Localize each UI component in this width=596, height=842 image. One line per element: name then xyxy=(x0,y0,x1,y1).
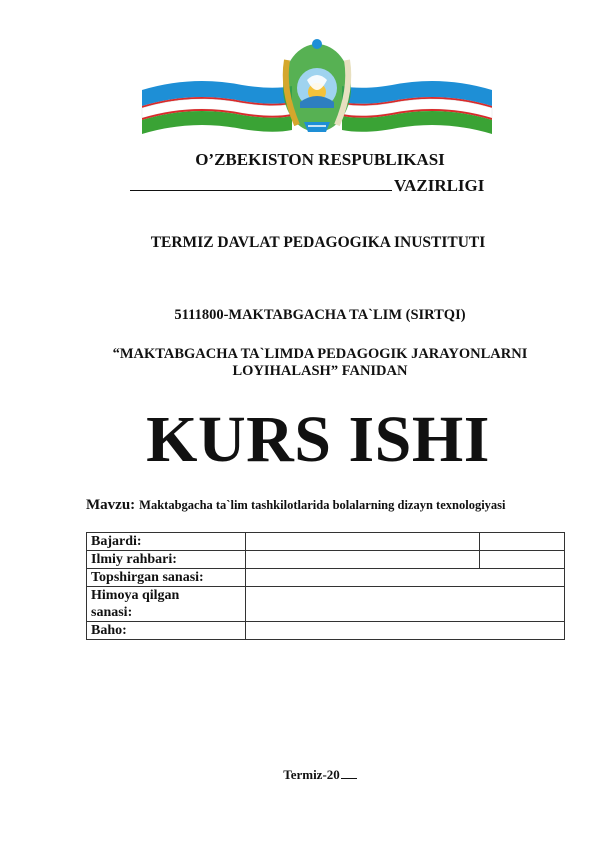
document-title: KURS ISHI xyxy=(146,403,490,476)
topic-label: Mavzu: xyxy=(86,497,136,513)
table-row xyxy=(87,587,565,622)
institute-name: TERMIZ DAVLAT PEDAGOGIKA INUSTITUTI xyxy=(150,234,486,251)
topic-value: Maktabgacha ta`lim tashkilotlarida bolalarning dizayn texnologiyasi xyxy=(139,498,506,512)
bajardi-label: Bajardi: xyxy=(87,533,246,551)
info-table xyxy=(86,532,565,640)
table-row xyxy=(87,533,565,551)
bajardi-extra xyxy=(480,533,565,551)
left-flag xyxy=(142,81,292,134)
table-row xyxy=(87,551,565,569)
specialty-line: 5111800-MAKTABGACHA TA`LIM (SIRTQI) xyxy=(174,307,466,323)
rahbar-label: Ilmiy rahbari: xyxy=(87,551,246,569)
emblem-icon xyxy=(283,39,351,132)
topic-line xyxy=(86,496,586,514)
city-year-text: Termiz-20 xyxy=(283,767,340,782)
ministry-blank-line xyxy=(130,178,392,191)
topshirgan-label: Topshirgan sanasi: xyxy=(87,569,246,587)
table-row xyxy=(87,569,565,587)
right-flag xyxy=(342,81,492,134)
republic-heading: O’ZBEKISTON RESPUBLIKASI xyxy=(195,150,445,169)
year-blank-line xyxy=(341,768,357,779)
footer-city-year xyxy=(0,767,596,783)
subject-title xyxy=(40,346,596,380)
himoya-value xyxy=(245,587,564,622)
baho-label: Baho: xyxy=(87,622,246,640)
bajardi-value xyxy=(245,533,479,551)
ministry-heading xyxy=(130,176,510,196)
himoya-label xyxy=(87,587,246,622)
rahbar-extra xyxy=(480,551,565,569)
himoya-label-line-2: sanasi: xyxy=(91,605,133,620)
topshirgan-value xyxy=(245,569,564,587)
subject-line-2: LOYIHALASH” FANIDAN xyxy=(232,363,408,379)
table-row xyxy=(87,622,565,640)
state-emblem-with-flags xyxy=(132,30,502,140)
rahbar-value xyxy=(245,551,479,569)
baho-value xyxy=(245,622,564,640)
himoya-label-line-1: Himoya qilgan xyxy=(91,588,180,603)
ministry-suffix: VAZIRLIGI xyxy=(394,176,485,195)
subject-line-1: “MAKTABGACHA TA`LIMDA PEDAGOGIK JARAYONLARNI xyxy=(112,346,528,362)
